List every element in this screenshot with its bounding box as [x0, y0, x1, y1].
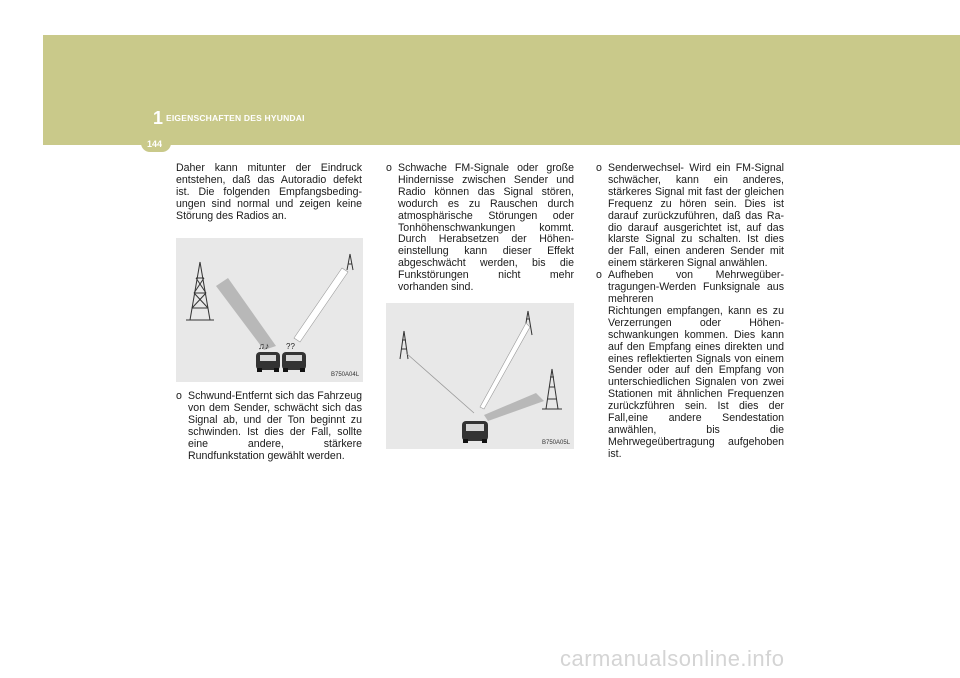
- question-marks: ??: [286, 342, 295, 351]
- fading-diagram: [176, 238, 363, 382]
- weak-signal-beam: [294, 268, 348, 342]
- car-icon: [256, 352, 280, 372]
- car-icon: [462, 421, 488, 443]
- column-1: [176, 163, 362, 223]
- radio-tower-icon: [400, 331, 408, 359]
- bullet-marker: o: [596, 269, 602, 282]
- figure-code: B750A04L: [331, 372, 360, 378]
- bullet-multipath: [596, 270, 784, 461]
- bullet-text: Senderwechsel- Wird ein FM-Signal schwächer, kann ein anderes, stärkeres Signal mit fast der gleichen Frequenz zu hören sein. Dies ist darauf zurückzuführen, daß das Ra-dio darauf ausgerichtet ist, auf das klarste Signal zu schalten. Ist dies der Fall, einen anderen Sender mit einem stärkeren Signal anwählen.: [608, 162, 784, 270]
- bullet-marker: o: [596, 162, 602, 174]
- figure-code: B750A05L: [542, 440, 571, 446]
- bullet-marker: o: [386, 162, 392, 174]
- direct-signal-beam: [484, 393, 544, 421]
- bullet-text: Schwache FM-Signale oder große Hindernisse zwischen Sender und Radio können das Signal stören, wodurch es zu Rauschen durch atmosphärische Störungen oder Tonhöhenschwankungen kommt. Durch Herabsetzen der Höhen-einstellung kann dieser Effekt abgeschwächt werden, bis die Funkstörungen nicht mehr vorhanden sind.: [398, 162, 574, 294]
- bullet-weak-fm: [386, 163, 574, 294]
- distant-tower-icon: [347, 254, 353, 270]
- signal-line: [406, 353, 474, 413]
- bullet-station-change: [596, 163, 784, 270]
- intro-paragraph: Daher kann mitunter der Eindruck entstehen, daß das Autoradio defekt ist. Die folgenden Empfangsbeding-ungen sind normal und zeigen keine Störung des Radios an.: [176, 162, 362, 222]
- bullet-text: Schwund-Entfernt sich das Fahrzeug von dem Sender, schwächt sich das Signal ab, und der Ton beginnt zu schwinden. Ist dies der Fall, sollte eine andere, stärkere Rundfunkstation gewählt werden.: [188, 390, 362, 462]
- music-notes-icon: ♫♪: [258, 341, 270, 351]
- figure-multipath-illustration: [386, 303, 574, 449]
- column-1-bullet: [176, 391, 362, 462]
- column-3: [596, 163, 784, 461]
- chapter-number: 1: [153, 108, 164, 128]
- radio-tower-icon: [186, 262, 214, 320]
- figure-fading-illustration: [176, 238, 363, 382]
- chapter-title: EIGENSCHAFTEN DES HYUNDAI: [166, 113, 305, 123]
- bullet-heading: Aufheben von Mehrwegüber-tragungen-Werden Funksignale aus mehreren: [608, 269, 784, 305]
- bullet-fading: [176, 391, 362, 462]
- footer-watermark: carmanualsonline.info: [560, 646, 785, 671]
- bullet-marker: o: [176, 390, 182, 402]
- multipath-diagram: [386, 303, 574, 449]
- page-number: 144: [147, 139, 163, 149]
- radio-tower-icon: [542, 369, 562, 409]
- bullet-text: Richtungen empfangen, kann es zu Verzerrungen oder Höhen-schwankungen kommen. Dies kann auf den Empfang eines direkten und eines reflektierten Signals von einem Sender oder auf den Empfang von unterschiedlichen Signalen von zwei Stationen mit ähnlichen Frequenzen zurückzführen sein. Ist dies der Fall,eine andere Sendestation anwählen, bis die Mehrwegeübertragung aufgehoben ist.: [608, 304, 784, 460]
- column-2: [386, 163, 574, 294]
- strong-signal-beam: [216, 278, 276, 350]
- car-icon: [282, 352, 306, 372]
- header-band: [43, 35, 960, 145]
- reflected-signal-beam: [480, 323, 530, 409]
